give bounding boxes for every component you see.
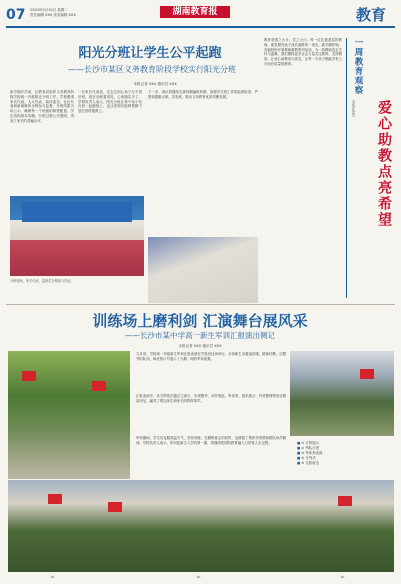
red-flag-icon	[22, 371, 36, 381]
article-b-headline: 训练场上磨利剑 汇演舞台展风采	[92, 312, 308, 330]
column-right-title: 爱心助教点亮希望	[376, 100, 392, 228]
article-b-subheadline: ——长沙市某中学高一新生军训汇报演出侧记	[125, 331, 275, 340]
article-b-column-3: 军训期间，学生们克服高温天气，坚持训练，在磨炼意志的同时，也增强了集体荣誉感和团队协作精神。学校负责人表示，军训是新生入学的第一课，将继续把国防教育融入日常育人全过程。	[136, 436, 286, 445]
red-flag-icon	[108, 502, 122, 512]
footer-ornament: ❧	[196, 574, 202, 581]
page-header	[0, 0, 401, 34]
article-a-column-3: 下一步，该区将继续完善均衡编班机制，加强对分班工作的监督检查，严禁设置重点班、实验班，推动义务教育优质均衡发展。	[148, 90, 258, 99]
article-a-photo-caption: 分班现场，家长代表、监督员全程参与见证。	[10, 279, 74, 283]
article-a-photo-supervision	[148, 237, 258, 303]
article-a-byline: 本报记者 XXX 通讯员 XXX	[133, 82, 177, 86]
article-b-byline: 本报记者 XXX 通讯员 XXX	[178, 344, 222, 348]
article-a-photo-classroom	[10, 196, 144, 276]
photo-caption-item: ■ ⑤ 合影留念	[297, 461, 391, 466]
column-right-heading: 一周教育观察	[353, 38, 363, 95]
red-flag-icon	[48, 494, 62, 504]
footer-ornament: ❧	[50, 574, 56, 581]
column-rule	[346, 38, 347, 298]
masthead-logo: 湖南教育报	[160, 6, 230, 18]
issue-meta-line: 2024年9月10日 星期二	[30, 8, 68, 12]
footer-ornament: ❧	[340, 574, 346, 581]
article-a-headline: 阳光分班让学生公平起跑	[78, 46, 222, 61]
article-a-column-1: 新学期开学前，区教育局组织义务教育阶段学校统一开展阳光分班工作。学校邀请家长代表、人大代表、政协委员、社区代表和新闻媒体全程参与监督，分班结果当场公示，确保每一个班级的师资配备、学生结构基本均衡。分班过程公开透明，得到了家长的普遍认可。	[10, 90, 74, 123]
article-b-column-1: 九月初，学校高一年级新生军训汇报表演在学校田径场举行。全体新生身着迷彩服，精神抖擞，以整齐的队列、响亮的口号展示了为期一周的军训成果。	[136, 352, 286, 361]
red-flag-icon	[338, 496, 352, 506]
article-b-photo-parade	[8, 351, 130, 479]
column-right-author: 本报评论员	[351, 100, 355, 117]
column-right-text: 教育是国之大计、党之大计。每一位扎根基层的教师，都是照亮孩子成长道路的一束光。新学期伊始，各地纷纷开展尊师重教系列活动，为一线教师送去关怀与温暖。我们期待更多社会力量关注教育、支持教育，让爱心助教成为常态，让每一个孩子都能享有公平而有质量的教育。	[264, 38, 342, 66]
page-footer	[0, 572, 401, 584]
article-b-photo-captions	[297, 441, 391, 466]
article-b-photo-march	[290, 351, 394, 436]
section-title: 教育	[356, 6, 387, 24]
article-b-column-2: 汇报表演中，各方阵依次通过主席台，步伐整齐、动作规范。军体拳、战术展示、内务整理等项目精彩纷呈，赢得了观礼师生和家长的阵阵掌声。	[136, 394, 286, 403]
photo-caption-item: ■ ③ 军体拳表演	[297, 451, 391, 456]
page-number: 07	[6, 7, 26, 23]
photo-caption-item: ■ ④ 分列式	[297, 456, 391, 461]
photo-caption-item: ■ ② 列队行进	[297, 446, 391, 451]
article-a-column-2: 一位家长代表说，过去总担心孩子分不到好班，现在全程看得见，心里踏实多了。学校负责人表示，阳光分班让每个孩子站在同一起跑线上，也让老师们能够把精力放在因材施教上。	[78, 90, 142, 114]
stage-screen	[22, 202, 132, 222]
article-a-subheadline: ——长沙市某区义务教育阶段学校实行阳光分班	[68, 65, 236, 74]
issue-meta-line: 责任编辑 XXX 美术编辑 XXX	[30, 13, 76, 17]
section-divider	[6, 304, 395, 305]
article-b-photo-formation	[8, 480, 394, 572]
red-flag-icon	[360, 369, 374, 379]
photo-caption-item: ■ ① 方阵展示	[297, 441, 391, 446]
issue-meta	[30, 8, 100, 18]
header-rule	[6, 26, 395, 28]
red-flag-icon	[92, 381, 106, 391]
